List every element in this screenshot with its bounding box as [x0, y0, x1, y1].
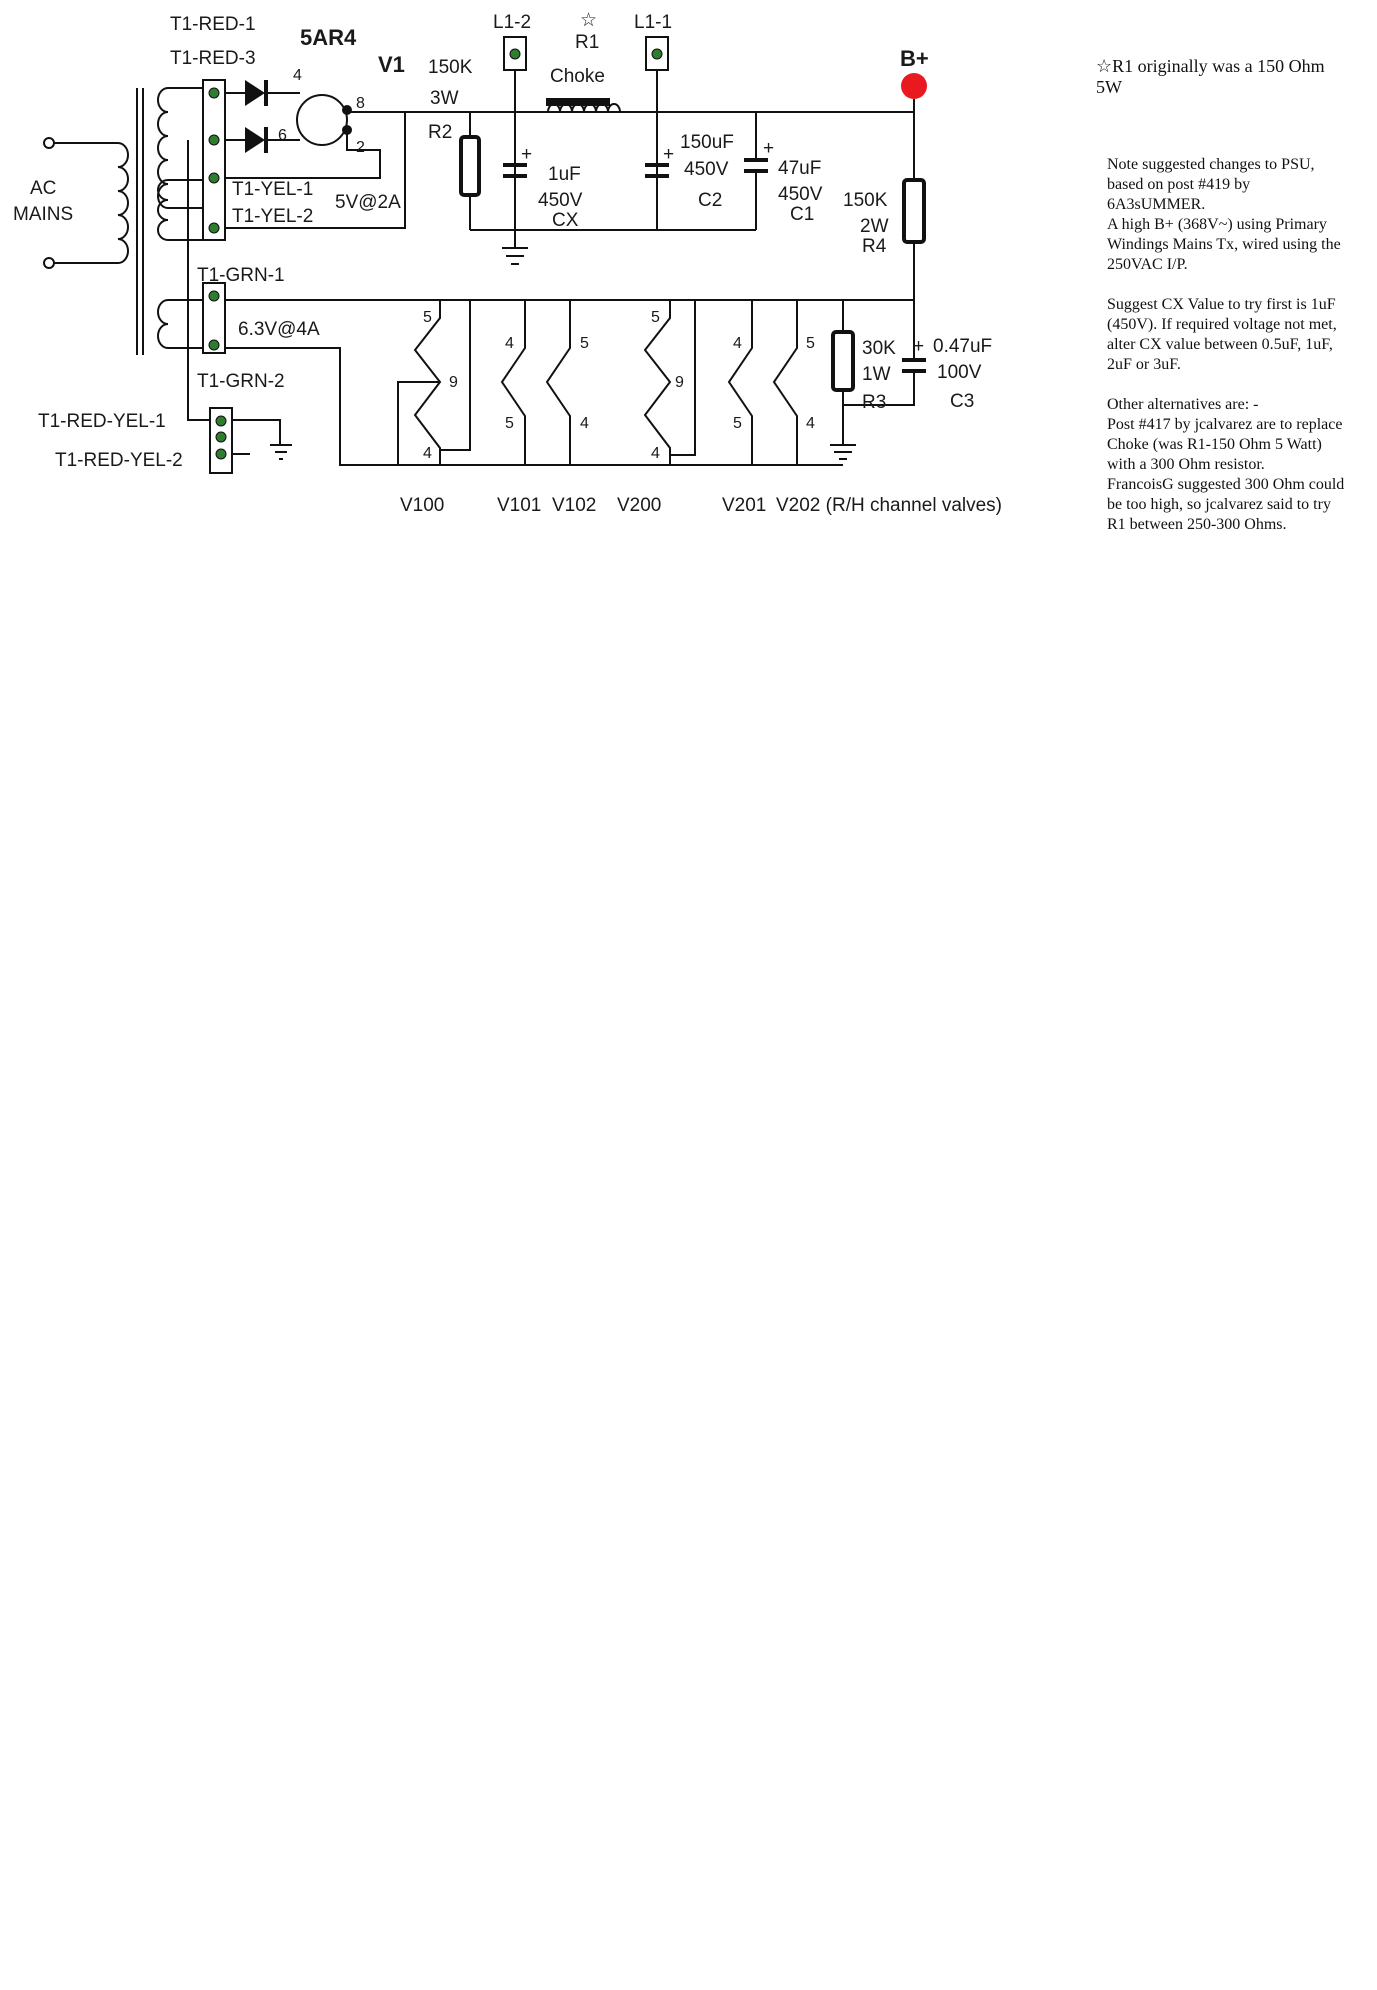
v202-label: V202 (R/H channel valves) — [776, 495, 1002, 516]
v100-tap — [398, 382, 440, 465]
footnote-text: R1 originally was a 150 Ohm 5W — [1096, 56, 1325, 97]
c3-voltage-label: 100V — [937, 362, 982, 383]
cx-plus: + — [521, 144, 533, 165]
pin-label-4: 4 — [293, 67, 302, 84]
hv-secondary-winding — [158, 88, 168, 208]
6v3-rating-label: 6.3V@4A — [238, 319, 320, 340]
t1-red-yel-2-label: T1-RED-YEL-2 — [55, 450, 183, 471]
pin-label-8: 8 — [356, 95, 365, 112]
b-plus-rail — [405, 10, 929, 300]
t1-red-1-label: T1-RED-1 — [170, 14, 256, 35]
v102-pin-5: 5 — [580, 335, 589, 352]
heater-string — [225, 300, 1002, 516]
v202-pin-5: 5 — [806, 335, 815, 352]
transformer-core — [137, 88, 143, 355]
note-paragraph-1: Note suggested changes to PSU, based on post #419 by 6A3sUMMER. A high B+ (368V~) using Primary Windings Mains Tx, wired using the 250VAC I/P. — [1107, 156, 1341, 273]
v102-pin-4: 4 — [580, 415, 589, 432]
r2-resistor — [461, 137, 479, 195]
v100-label: V100 — [400, 495, 445, 516]
b-plus-label: B+ — [900, 46, 929, 71]
b-plus-marker-icon — [901, 73, 927, 99]
cx-value-label: 1uF — [548, 164, 581, 185]
c1-voltage-label: 450V — [778, 184, 823, 205]
c2-voltage-label: 450V — [684, 159, 729, 180]
diode-2-icon — [245, 127, 265, 153]
cx-voltage-label: 450V — [538, 190, 583, 211]
pin-label-6: 6 — [278, 127, 287, 144]
diode-1-icon — [245, 80, 265, 106]
v101-heater-icon — [502, 300, 525, 465]
terminal-block-upper — [203, 80, 225, 240]
v200-pin-9: 9 — [675, 374, 684, 391]
cx-ref-label: CX — [552, 210, 579, 231]
c1-value-label: 47uF — [778, 158, 822, 179]
r4-value-label: 150K — [843, 190, 888, 211]
rectifier-envelope — [297, 95, 347, 145]
r1-label: R1 — [575, 32, 600, 53]
v100-pin-9: 9 — [449, 374, 458, 391]
note-paragraph-2: Suggest CX Value to try first is 1uF (450V). If required voltage not met, alter CX value between 0.5uF, 1uF, 2uF or 3uF. — [1107, 296, 1337, 373]
l1-2-label: L1-2 — [493, 12, 532, 33]
mains-transformer — [13, 88, 168, 355]
v202-pin-4: 4 — [806, 415, 815, 432]
r3-resistor — [833, 332, 853, 390]
mains-terminal-bottom — [44, 258, 54, 268]
c3-plus: + — [913, 336, 925, 357]
5v-rating-label: 5V@2A — [335, 192, 401, 213]
c1-ref-label: C1 — [790, 204, 815, 225]
pin-label-2: 2 — [356, 139, 365, 156]
heater-bottom-rail — [225, 348, 843, 465]
mains-label: MAINS — [13, 204, 74, 225]
rectifier-pin-8 — [342, 105, 352, 115]
mains-terminal-top — [44, 138, 54, 148]
v200-label: V200 — [617, 495, 662, 516]
v201-heater-icon — [729, 300, 752, 465]
c1-plus: + — [763, 138, 775, 159]
mains-leads — [54, 143, 118, 263]
v101-pin-5: 5 — [505, 415, 514, 432]
c2-plus: + — [663, 144, 675, 165]
c1-capacitor — [744, 160, 768, 171]
footnote-star-icon: ☆ — [1096, 56, 1113, 76]
v101-pin-4: 4 — [505, 335, 514, 352]
r4-ref-label: R4 — [862, 236, 887, 257]
v202-heater-icon — [774, 300, 797, 465]
ac-label: AC — [30, 178, 57, 199]
winding-leads — [168, 88, 203, 348]
c3-capacitor — [902, 360, 926, 371]
choke-core — [546, 100, 610, 104]
rectifier-type-label: 5AR4 — [300, 25, 357, 50]
primary-winding — [118, 143, 128, 263]
l1-1-screw — [652, 49, 662, 59]
t1-grn-2-label: T1-GRN-2 — [197, 371, 285, 392]
v201-label: V201 — [722, 495, 767, 516]
c2-ref-label: C2 — [698, 190, 723, 211]
terminal-strip — [38, 14, 401, 473]
v200-pin-5: 5 — [651, 309, 660, 326]
note-paragraph-3: Other alternatives are: - Post #417 by jcalvarez are to replace Choke (was R1-150 Ohm 5 Watt) with a 300 Ohm resistor. FrancoisG suggested 300 Ohm could be too high, so jcalvarez said to try R1 between 250-300 Ohms. — [1107, 396, 1345, 533]
l1-1-label: L1-1 — [634, 12, 673, 33]
r2-value-label: 150K — [428, 57, 473, 78]
r1-star: ☆ — [580, 10, 598, 31]
r1-footnote — [1096, 56, 1346, 98]
t1-yel-2-label: T1-YEL-2 — [232, 206, 314, 227]
t1-red-yel-1-label: T1-RED-YEL-1 — [38, 411, 166, 432]
notes-panel — [1107, 155, 1347, 555]
ground-symbol-r3 — [830, 445, 856, 459]
c3-value-label: 0.47uF — [933, 336, 993, 357]
rectifier-ref-label: V1 — [378, 52, 405, 77]
r3-ref-label: R3 — [862, 392, 887, 413]
v100-pin-5: 5 — [423, 309, 432, 326]
v201-pin-4: 4 — [733, 335, 742, 352]
ground-symbol-ct — [270, 445, 292, 459]
v201-pin-5: 5 — [733, 415, 742, 432]
t1-yel-1-label: T1-YEL-1 — [232, 179, 314, 200]
c2-value-label: 150uF — [680, 132, 734, 153]
v100-pin-4: 4 — [423, 445, 432, 462]
c3-ref-label: C3 — [950, 391, 975, 412]
ground-symbol-cx — [502, 248, 528, 264]
r3-power-label: 1W — [862, 364, 891, 385]
diode-leads-in — [225, 93, 245, 140]
t1-red-3-label: T1-RED-3 — [170, 48, 256, 69]
r3-value-label: 30K — [862, 338, 896, 359]
t1-grn-1-label: T1-GRN-1 — [197, 265, 285, 286]
l1-2-screw — [510, 49, 520, 59]
6v3-winding — [158, 300, 168, 348]
r2-ref-label: R2 — [428, 122, 453, 143]
v200-pin-4: 4 — [651, 445, 660, 462]
r4-power-label: 2W — [860, 216, 889, 237]
r4-resistor — [904, 180, 924, 242]
v102-label: V102 — [552, 495, 597, 516]
choke-label: Choke — [550, 66, 605, 87]
v102-heater-icon — [547, 300, 570, 465]
r2-power-label: 3W — [430, 88, 459, 109]
v101-label: V101 — [497, 495, 542, 516]
